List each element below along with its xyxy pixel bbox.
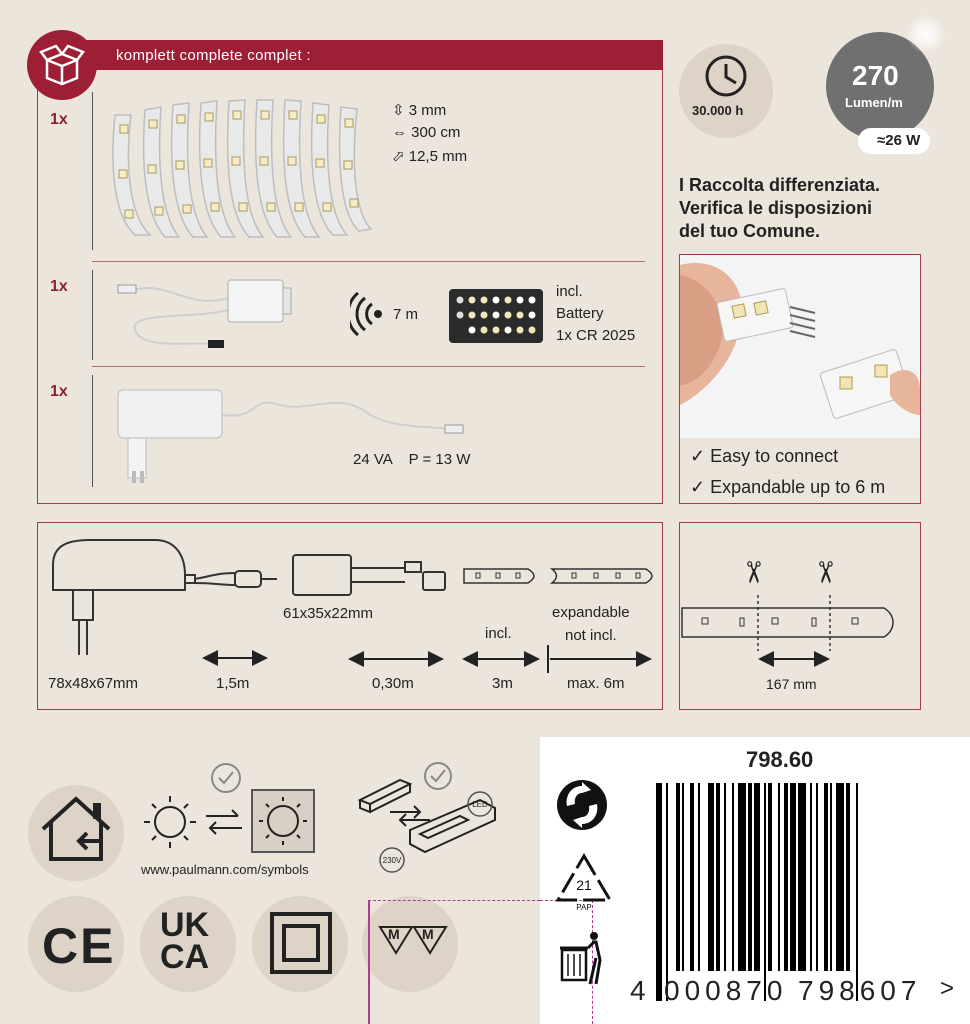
controller-image [108, 270, 308, 355]
feature-item: ✓ Easy to connect [690, 446, 839, 466]
barcode-bar [682, 783, 684, 971]
lumen-value: 270 [852, 60, 899, 91]
barcode-bar [764, 783, 766, 1001]
checkmark-icon: ✓ [690, 477, 711, 497]
mm-letter: M [388, 926, 400, 942]
feature-item: ✓ Expandable up to 6 m [690, 477, 886, 497]
recycle-material: PAP [576, 903, 592, 912]
sparkle-icon [906, 14, 946, 54]
recycle-pap-icon [552, 852, 616, 912]
clock-icon [703, 53, 749, 99]
strip-incl-label: incl. [485, 625, 512, 642]
barcode-bar [810, 783, 812, 971]
barcode-bar [724, 783, 726, 971]
cut-diagram [680, 555, 920, 670]
row-marker [92, 270, 93, 360]
length-arrows [200, 645, 660, 675]
ce-mark: CE [42, 918, 116, 974]
barcode-bar [754, 783, 760, 971]
recycle-code: 21 [576, 877, 592, 893]
led-strip-reel-image [105, 95, 380, 245]
barcode-bar [732, 783, 734, 971]
led-tag: LED [472, 800, 488, 809]
barcode-bar [778, 783, 780, 971]
lifetime-hours: 30.000 h [692, 103, 744, 118]
expandable-label: expandable [552, 604, 630, 621]
installation-symbol [350, 760, 515, 880]
ean-digit: 4 [630, 975, 646, 1006]
barcode-bar [824, 783, 828, 971]
recycling-note-line: I Raccolta differenziata. [679, 175, 881, 195]
connector-photo [680, 255, 920, 438]
barcode-bar [830, 783, 832, 971]
scissors-icon: ✂ [736, 559, 770, 586]
battery-line: Battery [556, 305, 604, 322]
ukca-mark-line: CA [160, 938, 210, 976]
quantity-label: 1x [50, 278, 68, 295]
barcode-bar [748, 783, 752, 971]
print-guide-line [368, 900, 370, 1024]
voltage-tag: 230V [382, 856, 402, 865]
quantity-label: 1x [50, 383, 68, 400]
cable-length-2: 0,30m [372, 675, 414, 692]
controller-size: 61x35x22mm [283, 605, 374, 622]
row-divider [92, 366, 645, 367]
green-dot-icon [555, 778, 609, 832]
wireless-icon [350, 292, 384, 336]
cable-length-1: 1,5m [216, 675, 250, 692]
barcode-bar [698, 783, 700, 971]
ean-digits: 798607 [798, 975, 922, 1006]
remote-control-image [448, 288, 544, 344]
ean-quiet-marker: > [940, 975, 955, 1002]
barcode-bar [716, 783, 720, 971]
package-icon [27, 30, 97, 100]
battery-line: 1x CR 2025 [556, 327, 636, 344]
max-length: max. 6m [567, 675, 625, 692]
barcode-bar [784, 783, 788, 971]
barcode-bar [856, 783, 858, 1001]
mm-letter: M [422, 926, 434, 942]
width-arrow-icon: ⬀ [392, 148, 409, 165]
class2-insulation-icon-inner [282, 924, 320, 962]
barcode-bar [738, 783, 746, 971]
extension-strip-outline-icon [550, 566, 654, 586]
controller-outline-icon [290, 552, 450, 602]
recycling-note-line: del tuo Comune. [679, 221, 820, 241]
watt-value: ≈26 W [877, 132, 921, 149]
barcode-bar [690, 783, 694, 971]
barcode-bar [798, 783, 806, 971]
strip-length-spec: ⇔ 300 cm [392, 124, 461, 141]
checkmark-icon: ✓ [690, 446, 711, 466]
print-guide-line [368, 900, 540, 901]
scissors-icon: ✂ [808, 559, 842, 586]
power-adapter-image [110, 385, 470, 485]
row-marker [92, 92, 93, 250]
height-arrow-icon: ⇳ [392, 102, 409, 119]
expandable-note: not incl. [565, 627, 617, 644]
ean-digits: 000870 [664, 975, 788, 1006]
length-arrow-icon: ⇔ [392, 124, 412, 141]
strip-width-spec: ⬀ 12,5 mm [392, 148, 468, 165]
barcode-bar [708, 783, 714, 971]
battery-line: incl. [556, 283, 583, 300]
strip-height-spec: ⇳ 3 mm [392, 102, 447, 119]
barcode-bar [846, 783, 850, 971]
article-number: 798.60 [746, 747, 814, 772]
row-divider [92, 261, 645, 262]
barcode-bar [816, 783, 818, 971]
barcode-bar [666, 783, 668, 1001]
contents-header: komplett complete complet : [116, 47, 311, 64]
quantity-label: 1x [50, 111, 68, 128]
strip-length: 3m [492, 675, 513, 692]
strip-outline-icon [462, 566, 536, 586]
dimming-symbols [138, 760, 358, 860]
indoor-house-icon [37, 793, 115, 871]
barcode-bar [790, 783, 796, 971]
symbols-url[interactable]: www.paulmann.com/symbols [141, 862, 309, 877]
barcode-bar [656, 783, 662, 1001]
recycling-note-line: Verifica le disposizioni [679, 198, 873, 218]
ukca-mark-line: UK [160, 906, 210, 944]
barcode-bar [768, 783, 772, 971]
barcode-bar [836, 783, 844, 971]
trash-disposal-icon [556, 928, 606, 988]
row-marker [92, 375, 93, 487]
power-rating: 24 VA P = 13 W [353, 451, 471, 468]
adapter-outline-icon [45, 535, 285, 660]
lumen-unit: Lumen/m [845, 95, 903, 110]
barcode-bar [676, 783, 680, 971]
adapter-size: 78x48x67mm [48, 675, 139, 692]
remote-range: 7 m [393, 306, 419, 323]
cut-spacing: 167 mm [766, 676, 817, 692]
